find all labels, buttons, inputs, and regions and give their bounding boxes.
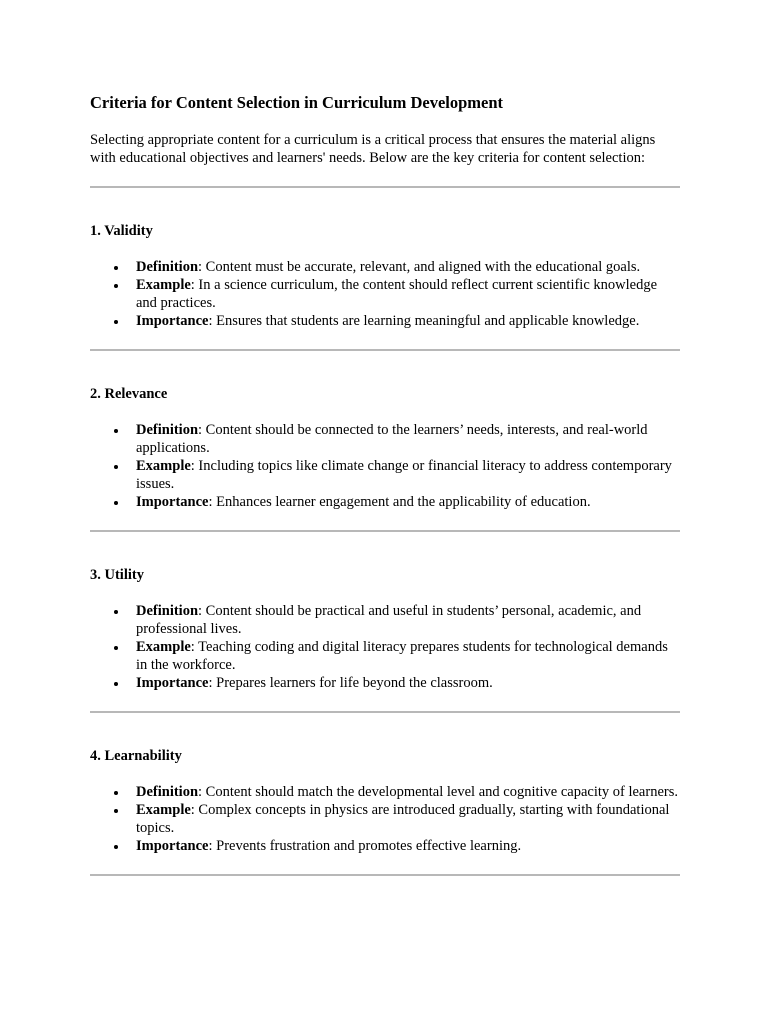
- list-item: [136, 837, 680, 855]
- item-text: : Teaching coding and digital literacy prepares students for technological demands in the workforce.: [136, 639, 668, 673]
- item-text: : Prevents frustration and promotes effective learning.: [208, 838, 522, 854]
- sections-container: [90, 188, 680, 876]
- list-item: [136, 493, 680, 511]
- section-heading: 1. Validity: [90, 223, 153, 239]
- item-text: : Prepares learners for life beyond the classroom.: [208, 675, 493, 691]
- item-term: Example: [136, 802, 191, 818]
- item-text: : Content should match the developmental level and cognitive capacity of learners.: [198, 784, 678, 800]
- criteria-section: [90, 188, 680, 351]
- list-item: [136, 421, 680, 457]
- list-item: [136, 258, 680, 276]
- criteria-section: [90, 713, 680, 876]
- list-item: [136, 801, 680, 837]
- bullet-list: [90, 602, 680, 692]
- item-term: Importance: [136, 838, 209, 854]
- document-content: [90, 93, 680, 876]
- intro-paragraph: Selecting appropriate content for a curriculum is a critical process that ensures the material aligns with educational objectives and learners' needs. Below are the key criteria for content selection:: [90, 132, 656, 166]
- list-item: [136, 638, 680, 674]
- item-text: : Content must be accurate, relevant, and aligned with the educational goals.: [198, 259, 641, 275]
- item-term: Definition: [136, 784, 199, 800]
- item-text: : Including topics like climate change or financial literacy to address contemporary issues.: [136, 458, 672, 492]
- item-term: Example: [136, 639, 191, 655]
- item-text: : In a science curriculum, the content should reflect current scientific knowledge and practices.: [136, 277, 658, 311]
- item-term: Definition: [136, 603, 199, 619]
- item-term: Importance: [136, 494, 209, 510]
- item-text: : Complex concepts in physics are introduced gradually, starting with foundational topics.: [136, 802, 670, 836]
- bullet-list: [90, 258, 680, 330]
- item-term: Definition: [136, 422, 199, 438]
- item-term: Importance: [136, 675, 209, 691]
- bullet-list: [90, 783, 680, 855]
- section-heading: 4. Learnability: [90, 748, 182, 764]
- section-heading: 3. Utility: [90, 567, 144, 583]
- item-term: Importance: [136, 313, 209, 329]
- list-item: [136, 312, 680, 330]
- item-term: Definition: [136, 259, 199, 275]
- list-item: [136, 783, 680, 801]
- list-item: [136, 276, 680, 312]
- list-item: [136, 602, 680, 638]
- list-item: [136, 457, 680, 493]
- item-term: Example: [136, 277, 191, 293]
- item-text: : Content should be practical and useful in students’ personal, academic, and professional lives.: [136, 603, 642, 637]
- criteria-section: [90, 351, 680, 532]
- item-text: : Content should be connected to the learners’ needs, interests, and real-world applications.: [136, 422, 648, 456]
- item-text: : Enhances learner engagement and the applicability of education.: [208, 494, 591, 510]
- section-heading: 2. Relevance: [90, 386, 168, 402]
- item-term: Example: [136, 458, 191, 474]
- item-text: : Ensures that students are learning meaningful and applicable knowledge.: [208, 313, 640, 329]
- list-item: [136, 674, 680, 692]
- criteria-section: [90, 532, 680, 713]
- divider: [90, 874, 680, 876]
- document-title: Criteria for Content Selection in Curriculum Development: [90, 93, 504, 112]
- bullet-list: [90, 421, 680, 511]
